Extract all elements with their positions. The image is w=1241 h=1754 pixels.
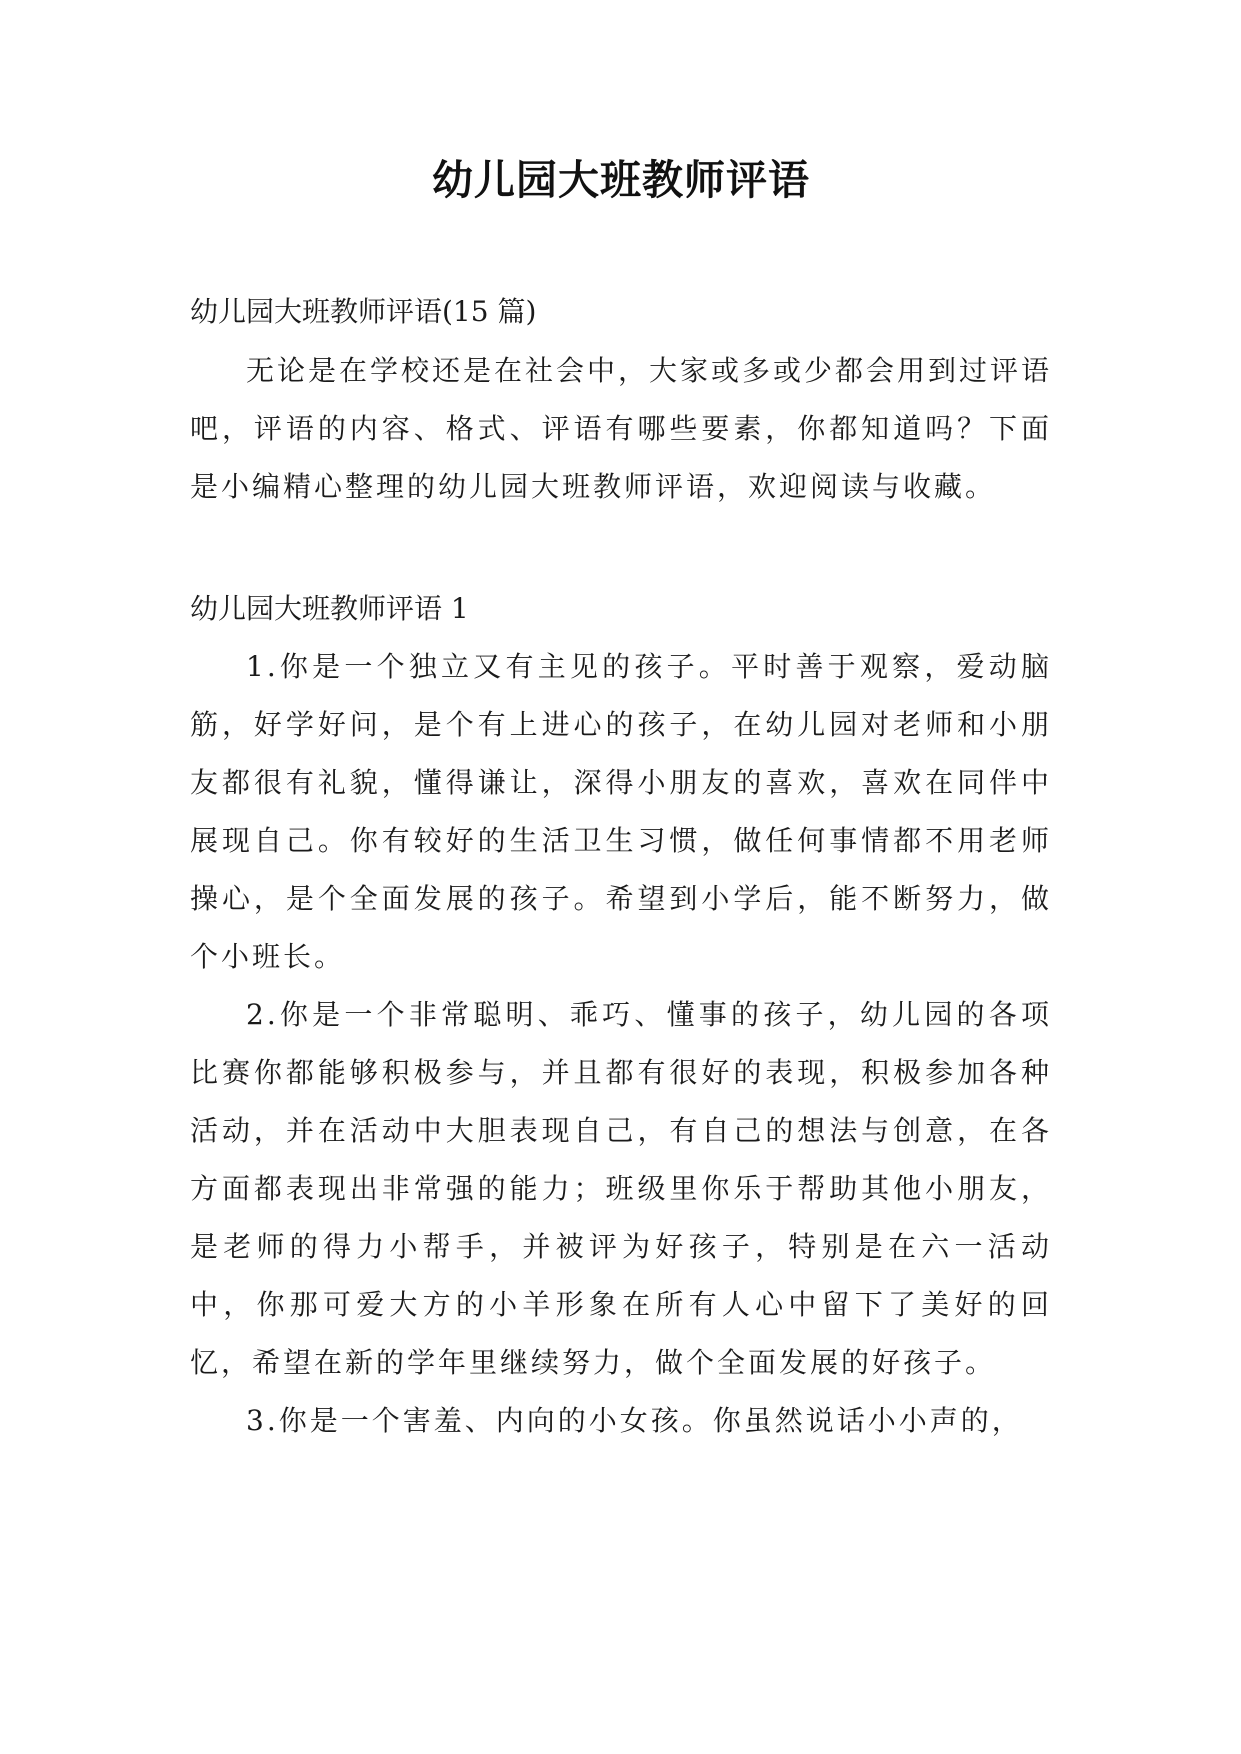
comment-item-3: 3.你是一个害羞、内向的小女孩。你虽然说话小小声的， [246,1404,1023,1437]
document-page [190,0,1052,1450]
comment-item-1: 1.你是一个独立又有主见的孩子。平时善于观察，爱动脑筋，好学好问，是个有上进心的孩子，在幼儿园对老师和小朋友都很有礼貌，懂得谦让，深得小朋友的喜欢，喜欢在同伴中展现自己。你有较好的生活卫生习惯，做任何事情都不用老师操心，是个全面发展的孩子。希望到小学后，能不断努力，做个小班长。 [190,650,1052,973]
document-title: 幼儿园大班教师评语 [432,156,810,204]
section-1 [190,580,1052,1450]
document-subtitle: 幼儿园大班教师评语(15 篇) [190,295,537,328]
section-heading: 幼儿园大班教师评语 1 [190,592,469,625]
comment-item-2: 2.你是一个非常聪明、乖巧、懂事的孩子，幼儿园的各项比赛你都能够积极参与，并且都有很好的表现，积极参加各种活动，并在活动中大胆表现自己，有自己的想法与创意，在各方面都表现出非常强的能力；班级里你乐于帮助其他小朋友，是老师的得力小帮手，并被评为好孩子，特别是在六一活动中，你那可爱大方的小羊形象在所有人心中留下了美好的回忆，希望在新的学年里继续努力，做个全面发展的好孩子。 [190,998,1052,1379]
intro-paragraph: 无论是在学校还是在社会中，大家或多或少都会用到过评语吧，评语的内容、格式、评语有哪些要素，你都知道吗？下面是小编精心整理的幼儿园大班教师评语，欢迎阅读与收藏。 [190,354,1053,503]
